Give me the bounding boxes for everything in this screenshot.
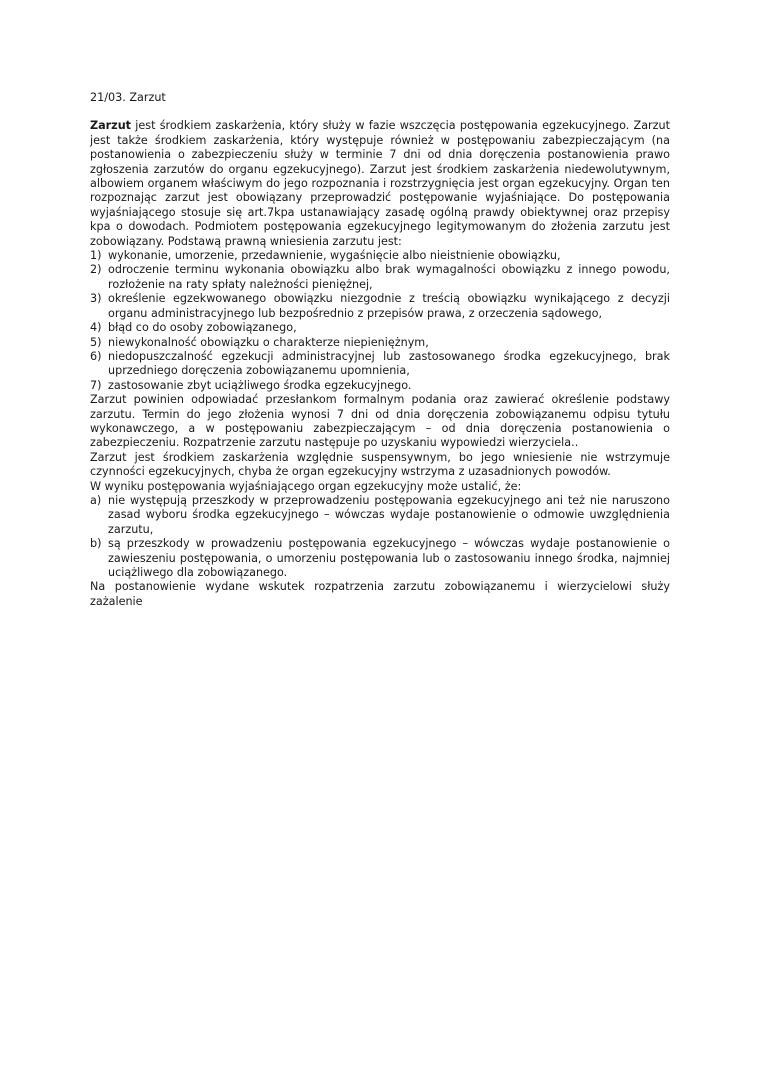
outcome-intro-paragraph: W wyniku postępowania wyjaśniającego organ egzekucyjny może ustalić, że: xyxy=(90,479,522,493)
list-marker: 6) xyxy=(90,349,102,363)
list-item xyxy=(90,249,670,263)
list-item-text: określenie egzekwowanego obowiązku niezgodnie z treścią obowiązku wynikającego z decyzji organu administracyjnego lub bezpośrednio z przepisów prawa, z orzeczenia sądowego, xyxy=(108,292,670,320)
intro-text: jest środkiem zaskarżenia, który służy w fazie wszczęcia postępowania egzekucyjnego. Zarzut jest także środkiem zaskarżenia, który występuje również w postępowaniu zabezpieczającym (na postanowienia o zabezpieczeniu służy w terminie 7 dni od dnia doręczenia postanowienia prawo zgłoszenia zarzutów do organu egzekucyjnego). Zarzut jest środkiem zaskarżenia niedewolutywnym, albowiem organem właściwym do jego rozpoznania i rozstrzygnięcia jest organ egzekucyjny. Organ ten rozpoznając zarzut jest obowiązany przeprowadzić postępowanie wyjaśniające. Do postępowania wyjaśniającego stosuje się art.7kpa ustanawiający zasadę ogólną prawdy obiektywnej oraz przepisy kpa o dowodach. Podmiotem postępowania egzekucyjnego legitymowanym do złożenia zarzutu jest zobowiązany. Podstawą prawną wniesienia zarzutu jest: xyxy=(90,119,670,248)
list-item-text: zastosowanie zbyt uciążliwego środka egzekucyjnego. xyxy=(108,378,412,392)
page-title: 21/03. Zarzut xyxy=(90,91,166,104)
list-marker: b) xyxy=(90,537,102,551)
list-marker: 7) xyxy=(90,378,102,392)
list-marker: 2) xyxy=(90,263,102,277)
list-item-text: wykonanie, umorzenie, przedawnienie, wygaśnięcie albo nieistnienie obowiązku, xyxy=(108,249,561,263)
list-marker: 5) xyxy=(90,335,102,349)
list-item xyxy=(90,350,670,379)
list-item xyxy=(90,494,670,537)
list-item-text: odroczenie terminu wykonania obowiązku albo brak wymagalności obowiązku z innego powodu, rozłożenie na raty spłaty należności pieniężnej, xyxy=(108,263,670,291)
list-item xyxy=(90,336,670,350)
list-item xyxy=(90,537,670,580)
list-item xyxy=(90,263,670,292)
list-item-text: są przeszkody w prowadzeniu postępowania egzekucyjnego – wówczas wydaje postanowienie o zawieszeniu postępowania, o umorzeniu postępowania lub o zastosowaniu innego środka, najmniej uciążliwego dla zobowiązanego. xyxy=(108,537,670,579)
outcomes-list xyxy=(90,494,670,580)
list-item xyxy=(90,292,670,321)
list-marker: 4) xyxy=(90,321,102,335)
list-item xyxy=(90,379,670,393)
document-body xyxy=(90,91,670,609)
grounds-list xyxy=(90,249,670,393)
list-item-text: niedopuszczalność egzekucji administracyjnej lub zastosowanego środka egzekucyjnego, brak uprzedniego doręczenia zobowiązanemu upomnienia, xyxy=(108,349,670,378)
final-paragraph: Na postanowienie wydane wskutek rozpatrzenia zarzutu zobowiązanemu i wierzycielowi służy zażalenie xyxy=(90,580,670,608)
list-item-text: błąd co do osoby zobowiązanego, xyxy=(108,321,297,335)
formal-requirements-paragraph: Zarzut powinien odpowiadać przesłankom formalnym podania oraz zawierać określenie podstawy zarzutu. Termin do jego złożenia wynosi 7 dni od dnia doręczenia zobowiązanemu odpisu tytułu wykonawczego, a w postępowaniu zabezpieczającym – od dnia doręczenia postanowienia o zabezpieczeniu. Rozpatrzenie zarzutu następuje po uzyskaniu wypowiedzi wierzyciela.. xyxy=(90,393,670,450)
list-item xyxy=(90,321,670,335)
intro-paragraph xyxy=(90,119,670,249)
list-marker: 3) xyxy=(90,292,102,306)
list-marker: 1) xyxy=(90,249,102,263)
suspensive-paragraph: Zarzut jest środkiem zaskarżenia względnie suspensywnym, bo jego wniesienie nie wstrzymuje czynności egzekucyjnych, chyba że organ egzekucyjny wstrzyma z uzasadnionych powodów. xyxy=(90,450,670,479)
list-marker: a) xyxy=(90,493,102,507)
list-item-text: nie występują przeszkody w przeprowadzeniu postępowania egzekucyjnego ani też nie naruszono zasad wyboru środka egzekucyjnego – wówczas wydaje postanowienie o odmowie uwzględnienia zarzutu, xyxy=(108,493,670,536)
list-item-text: niewykonalność obowiązku o charakterze niepieniężnym, xyxy=(108,335,429,349)
intro-bold-term: Zarzut xyxy=(90,119,132,133)
